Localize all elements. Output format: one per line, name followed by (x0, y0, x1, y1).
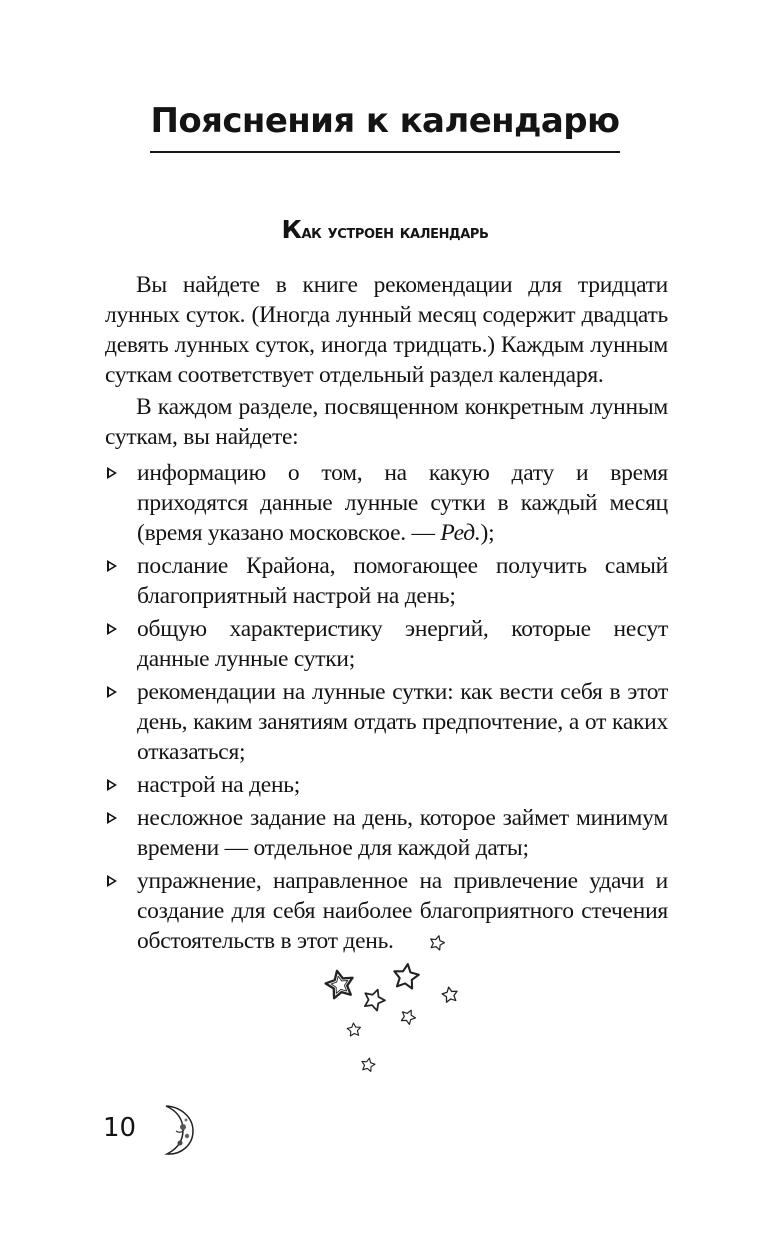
list-item-text: настрой на день; (137, 772, 301, 798)
section-title-rest: ак устроен календарь (301, 221, 489, 243)
body-text (105, 270, 668, 959)
list-item-text: несложное задание на день, которое займет минимум времени — отдельное для каждой даты; (137, 805, 668, 861)
list-item (105, 677, 668, 767)
list-item (105, 551, 668, 611)
section-title-initial: К (281, 215, 302, 244)
paragraph-list-lead: В каждом разделе, посвященном конкретным лунным суткам, вы найдете: (105, 394, 668, 450)
list-item-text: послание Крайона, помогающее получить самый благоприятный настрой на день; (137, 553, 668, 609)
section-title (150, 213, 620, 249)
contents-list (105, 458, 668, 956)
list-item (105, 614, 668, 674)
title-underline (150, 151, 620, 153)
list-item (105, 770, 668, 800)
crescent-moon-icon (146, 1103, 196, 1157)
list-item (105, 803, 668, 863)
arrow-bullet-icon (107, 686, 117, 698)
list-item-text: общую характеристику энергий, которые несут данные лунные сутки; (137, 616, 668, 672)
arrow-bullet-icon (107, 779, 117, 791)
page-number: 10 (103, 1113, 137, 1143)
list-item (105, 458, 668, 548)
paragraph-intro: Вы найдете в книге рекомендации для тридцати лунных суток. (Иногда лунный месяц содержит двадцать девять лунных суток, иногда тридцать.) Каждым лунным суткам соответствует отдельный раздел календаря. (105, 272, 668, 388)
arrow-bullet-icon (107, 467, 117, 479)
list-item-text: рекомендации на лунные сутки: как вести себя в этот день, каким занятиям отдать предпочтение, а от каких отказаться; (137, 679, 668, 765)
chapter-title: Пояснения к календарю (150, 101, 620, 141)
arrow-bullet-icon (107, 560, 117, 572)
editor-note: Ред. (440, 520, 481, 546)
list-item-text: упражнение, направленное на привлечение удачи и создание для себя наиболее благоприятного стечения обстоятельств в этот день. (137, 868, 668, 954)
arrow-bullet-icon (107, 623, 117, 635)
arrow-bullet-icon (107, 875, 117, 887)
arrow-bullet-icon (107, 812, 117, 824)
stars-cluster-icon (300, 925, 480, 1085)
list-item-text: информацию о том, на какую дату и время приходятся данные лунные сутки в каждый месяц (время указано московское. — Ред.); (137, 460, 668, 546)
